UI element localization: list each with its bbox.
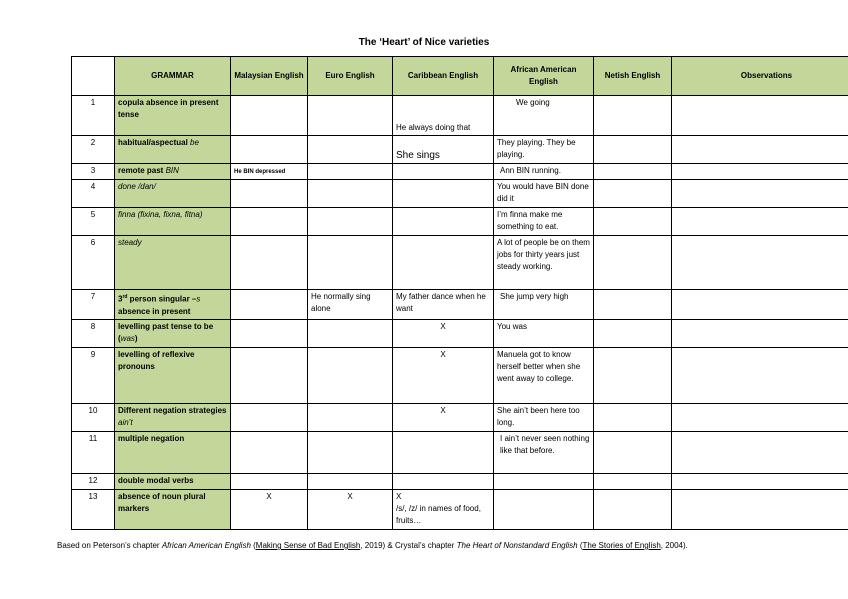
caribbean-cell — [393, 208, 494, 236]
malaysian-cell — [231, 136, 308, 164]
african-american-text: Ann BIN running. — [500, 166, 561, 175]
euro-cell — [308, 431, 393, 473]
table-row — [72, 431, 848, 473]
euro-cell — [308, 96, 393, 136]
grammar-cell: levelling of reflexive pronouns — [115, 347, 231, 403]
source-note — [57, 540, 797, 552]
grammar-cell — [115, 290, 231, 320]
grammar-text: habitual/aspectual — [118, 138, 191, 147]
table-row — [72, 473, 848, 489]
netish-cell — [594, 208, 672, 236]
observations-cell — [672, 290, 848, 320]
netish-cell — [594, 347, 672, 403]
source-link-2[interactable]: The Stories of English — [582, 541, 661, 550]
table-row — [72, 180, 848, 208]
grammar-cell — [115, 164, 231, 180]
row-number: 7 — [72, 290, 115, 320]
footer-text: , 2019) & Crystal’s chapter — [360, 541, 457, 550]
grammar-cell: multiple negation — [115, 431, 231, 473]
grammar-cell: copula absence in present tense — [115, 96, 231, 136]
grammar-italic: finna (fixina, fixna, fitna) — [118, 210, 203, 219]
grammar-cell — [115, 403, 231, 431]
netish-cell — [594, 403, 672, 431]
table-row — [72, 136, 848, 164]
grammar-cell — [115, 208, 231, 236]
malaysian-cell — [231, 319, 308, 347]
netish-cell — [594, 236, 672, 290]
caribbean-cell — [393, 180, 494, 208]
footer-text: Based on Peterson’s chapter — [57, 541, 162, 550]
grammar-cell: double modal verbs — [115, 473, 231, 489]
row-number: 13 — [72, 489, 115, 529]
euro-cell: He normally sing alone — [308, 290, 393, 320]
african-american-cell: A lot of people be on them jobs for thirty years just steady working. — [494, 236, 594, 290]
grammar-text: person singular – — [127, 294, 197, 304]
caribbean-cell — [393, 473, 494, 489]
grammar-text: absence in present — [118, 306, 191, 316]
grammar-text: remote past — [118, 166, 166, 175]
header-netish: Netish English — [594, 57, 672, 96]
grammar-italic: be — [190, 138, 199, 147]
grammar-italic: ain’t — [118, 417, 133, 427]
caribbean-x: X — [396, 491, 402, 501]
footer-italic: African American English — [161, 541, 251, 550]
header-grammar: GRAMMAR — [115, 57, 231, 96]
source-link-1[interactable]: Making Sense of Bad English — [255, 541, 361, 550]
malaysian-cell — [231, 96, 308, 136]
grammar-italic: s — [196, 294, 201, 304]
varieties-table — [71, 56, 848, 530]
caribbean-cell — [393, 136, 494, 164]
caribbean-cell: X — [393, 319, 494, 347]
row-number: 5 — [72, 208, 115, 236]
malaysian-cell — [231, 347, 308, 403]
netish-cell — [594, 136, 672, 164]
euro-cell — [308, 319, 393, 347]
row-number: 1 — [72, 96, 115, 136]
grammar-italic: steady — [118, 238, 142, 247]
caribbean-cell: X — [393, 347, 494, 403]
grammar-superscript: rd — [122, 294, 128, 300]
header-malaysian: Malaysian English — [231, 57, 308, 96]
table-row — [72, 164, 848, 180]
african-american-text: I ain’t never seen nothing like that before. — [500, 433, 590, 455]
euro-cell: X — [308, 489, 393, 529]
observations-cell — [672, 319, 848, 347]
observations-cell — [672, 403, 848, 431]
observations-cell — [672, 96, 848, 136]
table-row — [72, 319, 848, 347]
euro-cell — [308, 208, 393, 236]
african-american-cell: You was — [494, 319, 594, 347]
grammar-text: ) — [134, 333, 138, 343]
row-number: 4 — [72, 180, 115, 208]
observations-cell — [672, 208, 848, 236]
header-caribbean: Caribbean English — [393, 57, 494, 96]
caribbean-cell — [393, 164, 494, 180]
table-row — [72, 403, 848, 431]
netish-cell — [594, 180, 672, 208]
header-euro: Euro English — [308, 57, 393, 96]
footer-italic: The Heart of Nonstandard English — [456, 541, 578, 550]
table-row — [72, 489, 848, 529]
observations-cell — [672, 489, 848, 529]
row-number: 6 — [72, 236, 115, 290]
euro-cell — [308, 473, 393, 489]
grammar-text: 3 — [118, 294, 123, 304]
african-american-cell — [494, 164, 594, 180]
header-observations: Observations — [672, 57, 848, 96]
african-american-cell: You would have BIN done did it — [494, 180, 594, 208]
malaysian-cell — [231, 208, 308, 236]
malaysian-cell — [231, 180, 308, 208]
header-number — [72, 57, 115, 96]
euro-cell — [308, 164, 393, 180]
malaysian-cell — [231, 431, 308, 473]
caribbean-text: /s/, /z/ in names of food, fruits… — [396, 503, 481, 525]
grammar-text: levelling past tense to be ( — [118, 321, 214, 343]
euro-cell — [308, 180, 393, 208]
malaysian-cell — [231, 236, 308, 290]
euro-cell — [308, 136, 393, 164]
malaysian-cell — [231, 403, 308, 431]
netish-cell — [594, 489, 672, 529]
euro-cell — [308, 403, 393, 431]
african-american-cell — [494, 290, 594, 320]
african-american-cell — [494, 489, 594, 529]
netish-cell — [594, 431, 672, 473]
netish-cell — [594, 164, 672, 180]
african-american-cell: I’m finna make me something to eat. — [494, 208, 594, 236]
caribbean-cell: X — [393, 403, 494, 431]
footer-text: ( — [250, 541, 256, 550]
observations-cell — [672, 180, 848, 208]
footer-text: , 2004). — [660, 541, 688, 550]
observations-cell — [672, 236, 848, 290]
table-row — [72, 347, 848, 403]
row-number: 8 — [72, 319, 115, 347]
netish-cell — [594, 319, 672, 347]
caribbean-cell — [393, 96, 494, 136]
malaysian-text: He BIN depressed — [234, 169, 286, 175]
african-american-cell: Manuela got to know herself better when she went away to college. — [494, 347, 594, 403]
grammar-cell — [115, 236, 231, 290]
table-row — [72, 96, 848, 136]
african-american-text: She jump very high — [500, 292, 569, 301]
table-row — [72, 236, 848, 290]
row-number: 12 — [72, 473, 115, 489]
footer-text: ( — [577, 541, 583, 550]
euro-cell — [308, 236, 393, 290]
table-row — [72, 208, 848, 236]
malaysian-cell — [231, 164, 308, 180]
african-american-cell: They playing. They be playing. — [494, 136, 594, 164]
african-american-cell — [494, 96, 594, 136]
caribbean-cell — [393, 489, 494, 529]
observations-cell — [672, 431, 848, 473]
netish-cell — [594, 473, 672, 489]
caribbean-cell — [393, 431, 494, 473]
caribbean-cell: My father dance when he want — [393, 290, 494, 320]
netish-cell — [594, 96, 672, 136]
table-row — [72, 290, 848, 320]
table-header-row — [72, 57, 848, 96]
observations-cell — [672, 347, 848, 403]
caribbean-text: She sings — [396, 150, 440, 161]
malaysian-cell: X — [231, 489, 308, 529]
header-african-american: African American English — [494, 57, 594, 96]
caribbean-cell — [393, 236, 494, 290]
malaysian-cell — [231, 473, 308, 489]
observations-cell — [672, 473, 848, 489]
row-number: 2 — [72, 136, 115, 164]
grammar-cell: absence of noun plural markers — [115, 489, 231, 529]
african-american-text: We going — [516, 98, 550, 107]
euro-cell — [308, 347, 393, 403]
row-number: 10 — [72, 403, 115, 431]
african-american-cell — [494, 473, 594, 489]
grammar-italic: was — [120, 333, 135, 343]
malaysian-cell — [231, 290, 308, 320]
caribbean-text: He always doing that — [396, 123, 471, 132]
grammar-italic: BIN — [165, 166, 179, 175]
netish-cell — [594, 290, 672, 320]
observations-cell — [672, 164, 848, 180]
page-title: The ‘Heart’ of Nice varieties — [358, 37, 490, 48]
row-number: 11 — [72, 431, 115, 473]
grammar-cell — [115, 180, 231, 208]
row-number: 9 — [72, 347, 115, 403]
grammar-text: Different negation strategies — [118, 405, 227, 415]
african-american-cell — [494, 431, 594, 473]
grammar-italic: done /dan/ — [118, 182, 156, 191]
grammar-cell — [115, 136, 231, 164]
african-american-cell: She ain’t been here too long. — [494, 403, 594, 431]
grammar-cell — [115, 319, 231, 347]
observations-cell — [672, 136, 848, 164]
row-number: 3 — [72, 164, 115, 180]
